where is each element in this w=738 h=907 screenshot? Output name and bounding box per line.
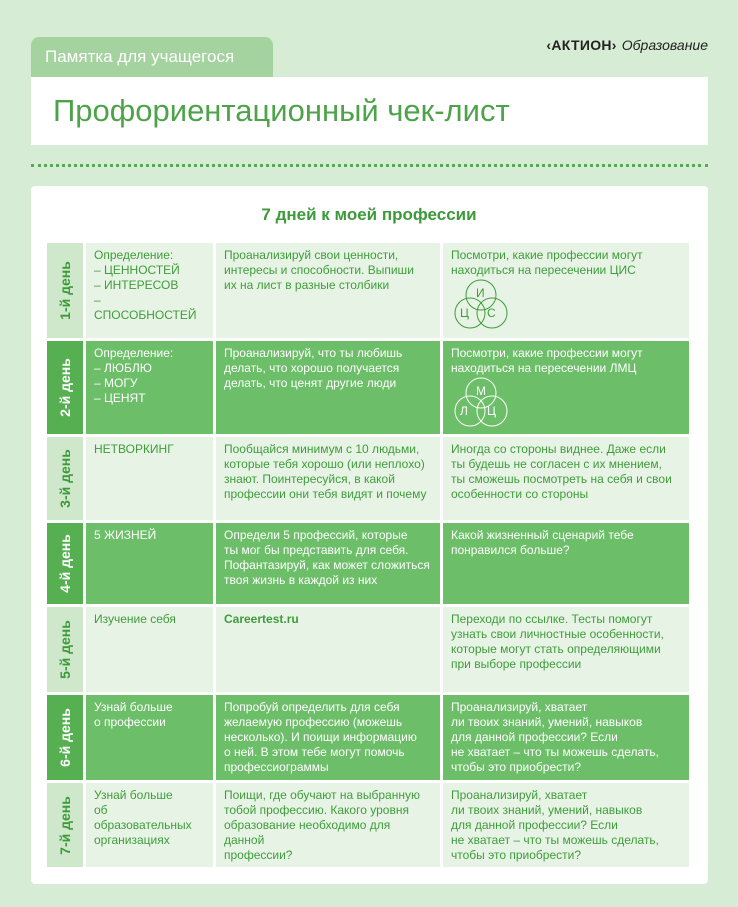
task-line: профессии? [224,848,293,862]
table-row-day-2 [47,341,689,434]
note-line: находиться на пересечении ЦИС [451,263,636,277]
title-box [31,77,708,145]
task-line: Определи 5 профессий, которые [224,528,408,542]
task-cell [216,341,440,434]
table-row-day-6 [47,695,689,780]
note-line: чтобы это приобрести? [451,760,581,774]
task-line: Пообщайся минимум с 10 людьми, [224,442,420,456]
venn-diagram-lmc [449,376,513,430]
note-line: ли твоих знаний, умений, навыков [451,715,643,729]
task-cell [216,607,440,692]
task-line: интересы и способности. Выпиши [224,263,414,277]
venn-label: М [476,384,486,398]
task-line: Проанализируй, что ты любишь [224,346,403,360]
topic-line: Определение: [94,346,174,360]
day-label-cell [47,695,83,780]
topic-line: Узнай больше [94,700,173,714]
note-line: Иногда со стороны виднее. Даже если [451,442,666,456]
topic-line: Изучение себя [94,612,176,626]
note-line: Какой жизненный сценарий тебе [451,528,634,542]
task-line: о ней. В этом тебе могут помочь [224,745,405,759]
topic-line: Узнай больше [94,788,173,802]
topic-line: о профессии [94,715,166,729]
task-line: делать, что ценят другие люди [224,376,397,390]
task-line: тобой профессию. Какого уровня [224,803,409,817]
task-cell [216,523,440,604]
topic-cell [86,607,213,692]
venn-label: С [487,306,496,320]
page-title: Профориентационный чек-лист [53,93,510,128]
task-line: которые тебя хорошо (или неплохо) [224,457,425,471]
day-label: 2-й день [56,358,73,417]
day-label-cell [47,607,83,692]
topic-line: – ИНТЕРЕСОВ [94,278,179,292]
day-label: 5-й день [56,620,73,679]
day-label-cell [47,243,83,338]
note-line: Посмотри, какие профессии могут [451,346,643,360]
task-line: желаемую профессию (можешь [224,715,403,729]
careertest-link[interactable]: Careertest.ru [224,612,299,626]
task-cell [216,437,440,520]
note-line: находиться на пересечении ЛМЦ [451,361,637,375]
table-row-day-3 [47,437,689,520]
note-cell [443,341,689,434]
topic-cell [86,437,213,520]
task-line: их на лист в разные столбики [224,278,390,292]
note-line: Проанализируй, хватает [451,788,588,802]
topic-cell [86,243,213,338]
note-line: ты будешь не согласен с их мнением, [451,457,662,471]
checklist-table [47,243,689,870]
task-line: образование необходимо для данной [224,818,391,847]
day-label: 3-й день [56,449,73,508]
note-cell [443,783,689,867]
note-line: для данной профессии? Если [451,730,618,744]
note-line: ты сможешь посмотреть на себя и свои [451,472,672,486]
topic-line: – ЦЕНЯТ [94,391,146,405]
topic-cell [86,523,213,604]
task-line: несколько). И поищи информацию [224,730,417,744]
task-line: Пофантазируй, как может сложиться [224,558,430,572]
note-line: узнать свои личностные особенности, [451,627,664,641]
task-line: Попробуй определить для себя [224,700,400,714]
task-line: знают. Поинтересуйся, в какой [224,472,395,486]
note-cell [443,437,689,520]
note-cell [443,243,689,338]
task-line: Проанализируй свои ценности, [224,248,399,262]
task-line: профессиограммы [224,760,329,774]
note-line: не хватает – что ты можешь сделать, [451,833,659,847]
note-line: особенности со стороны [451,487,589,501]
venn-label: Ц [460,306,469,320]
topic-line: – ЦЕННОСТЕЙ [94,263,180,277]
topic-line: организациях [94,833,170,847]
note-line: которые могут стать определяющими [451,642,661,656]
topic-cell [86,783,213,867]
day-label: 1-й день [56,261,73,320]
task-cell [216,243,440,338]
day-label-cell [47,341,83,434]
note-cell [443,695,689,780]
note-line: Проанализируй, хватает [451,700,588,714]
section-subtitle: 7 дней к моей профессии [261,205,477,224]
note-line: чтобы это приобрести? [451,848,581,862]
topic-line: – СПОСОБНОСТЕЙ [94,293,197,322]
topic-cell [86,341,213,434]
table-row-day-4 [47,523,689,604]
topic-line: – МОГУ [94,376,138,390]
day-label-cell [47,523,83,604]
day-label: 4-й день [56,534,73,593]
day-label-cell [47,783,83,867]
topic-line: 5 ЖИЗНЕЙ [94,528,157,542]
memo-tag: Памятка для учащегося [31,37,273,77]
note-line: для данной профессии? Если [451,818,618,832]
day-label: 7-й день [56,795,73,855]
task-line: твоя жизнь в каждой из них [224,573,378,587]
table-row-day-5 [47,607,689,692]
brand-logo [546,35,708,55]
task-cell [216,783,440,867]
table-row-day-1 [47,243,689,338]
task-line: ты мог бы представить для себя. [224,543,409,557]
task-line: Поищи, где обучают на выбранную [224,788,420,802]
venn-label: И [476,286,485,300]
topic-line: Определение: [94,248,174,262]
brand-sub: Образование [621,37,708,53]
note-line: при выборе профессии [451,657,582,671]
venn-label: Ц [487,404,496,418]
day-label-cell [47,437,83,520]
note-line: ли твоих знаний, умений, навыков [451,803,643,817]
note-cell [443,607,689,692]
note-line: Переходи по ссылке. Тесты помогут [451,612,653,626]
dotted-divider [31,164,708,167]
day-label: 6-й день [56,708,73,767]
venn-label: Л [460,404,468,418]
note-cell [443,523,689,604]
topic-line: об образовательных [94,803,192,832]
topic-cell [86,695,213,780]
note-line: не хватает – что ты можешь сделать, [451,745,659,759]
brand-name: ‹АКТИОН› [546,37,617,53]
venn-diagram-cis [449,278,513,332]
task-cell [216,695,440,780]
table-row-day-7 [47,783,689,867]
topic-line: НЕТВОРКИНГ [94,442,174,456]
topic-line: – ЛЮБЛЮ [94,361,152,375]
note-line: Посмотри, какие профессии могут [451,248,643,262]
task-line: делать, что хорошо получается [224,361,400,375]
note-line: понравился больше? [451,543,570,557]
task-line: профессии они тебя видят и почему [224,487,427,501]
